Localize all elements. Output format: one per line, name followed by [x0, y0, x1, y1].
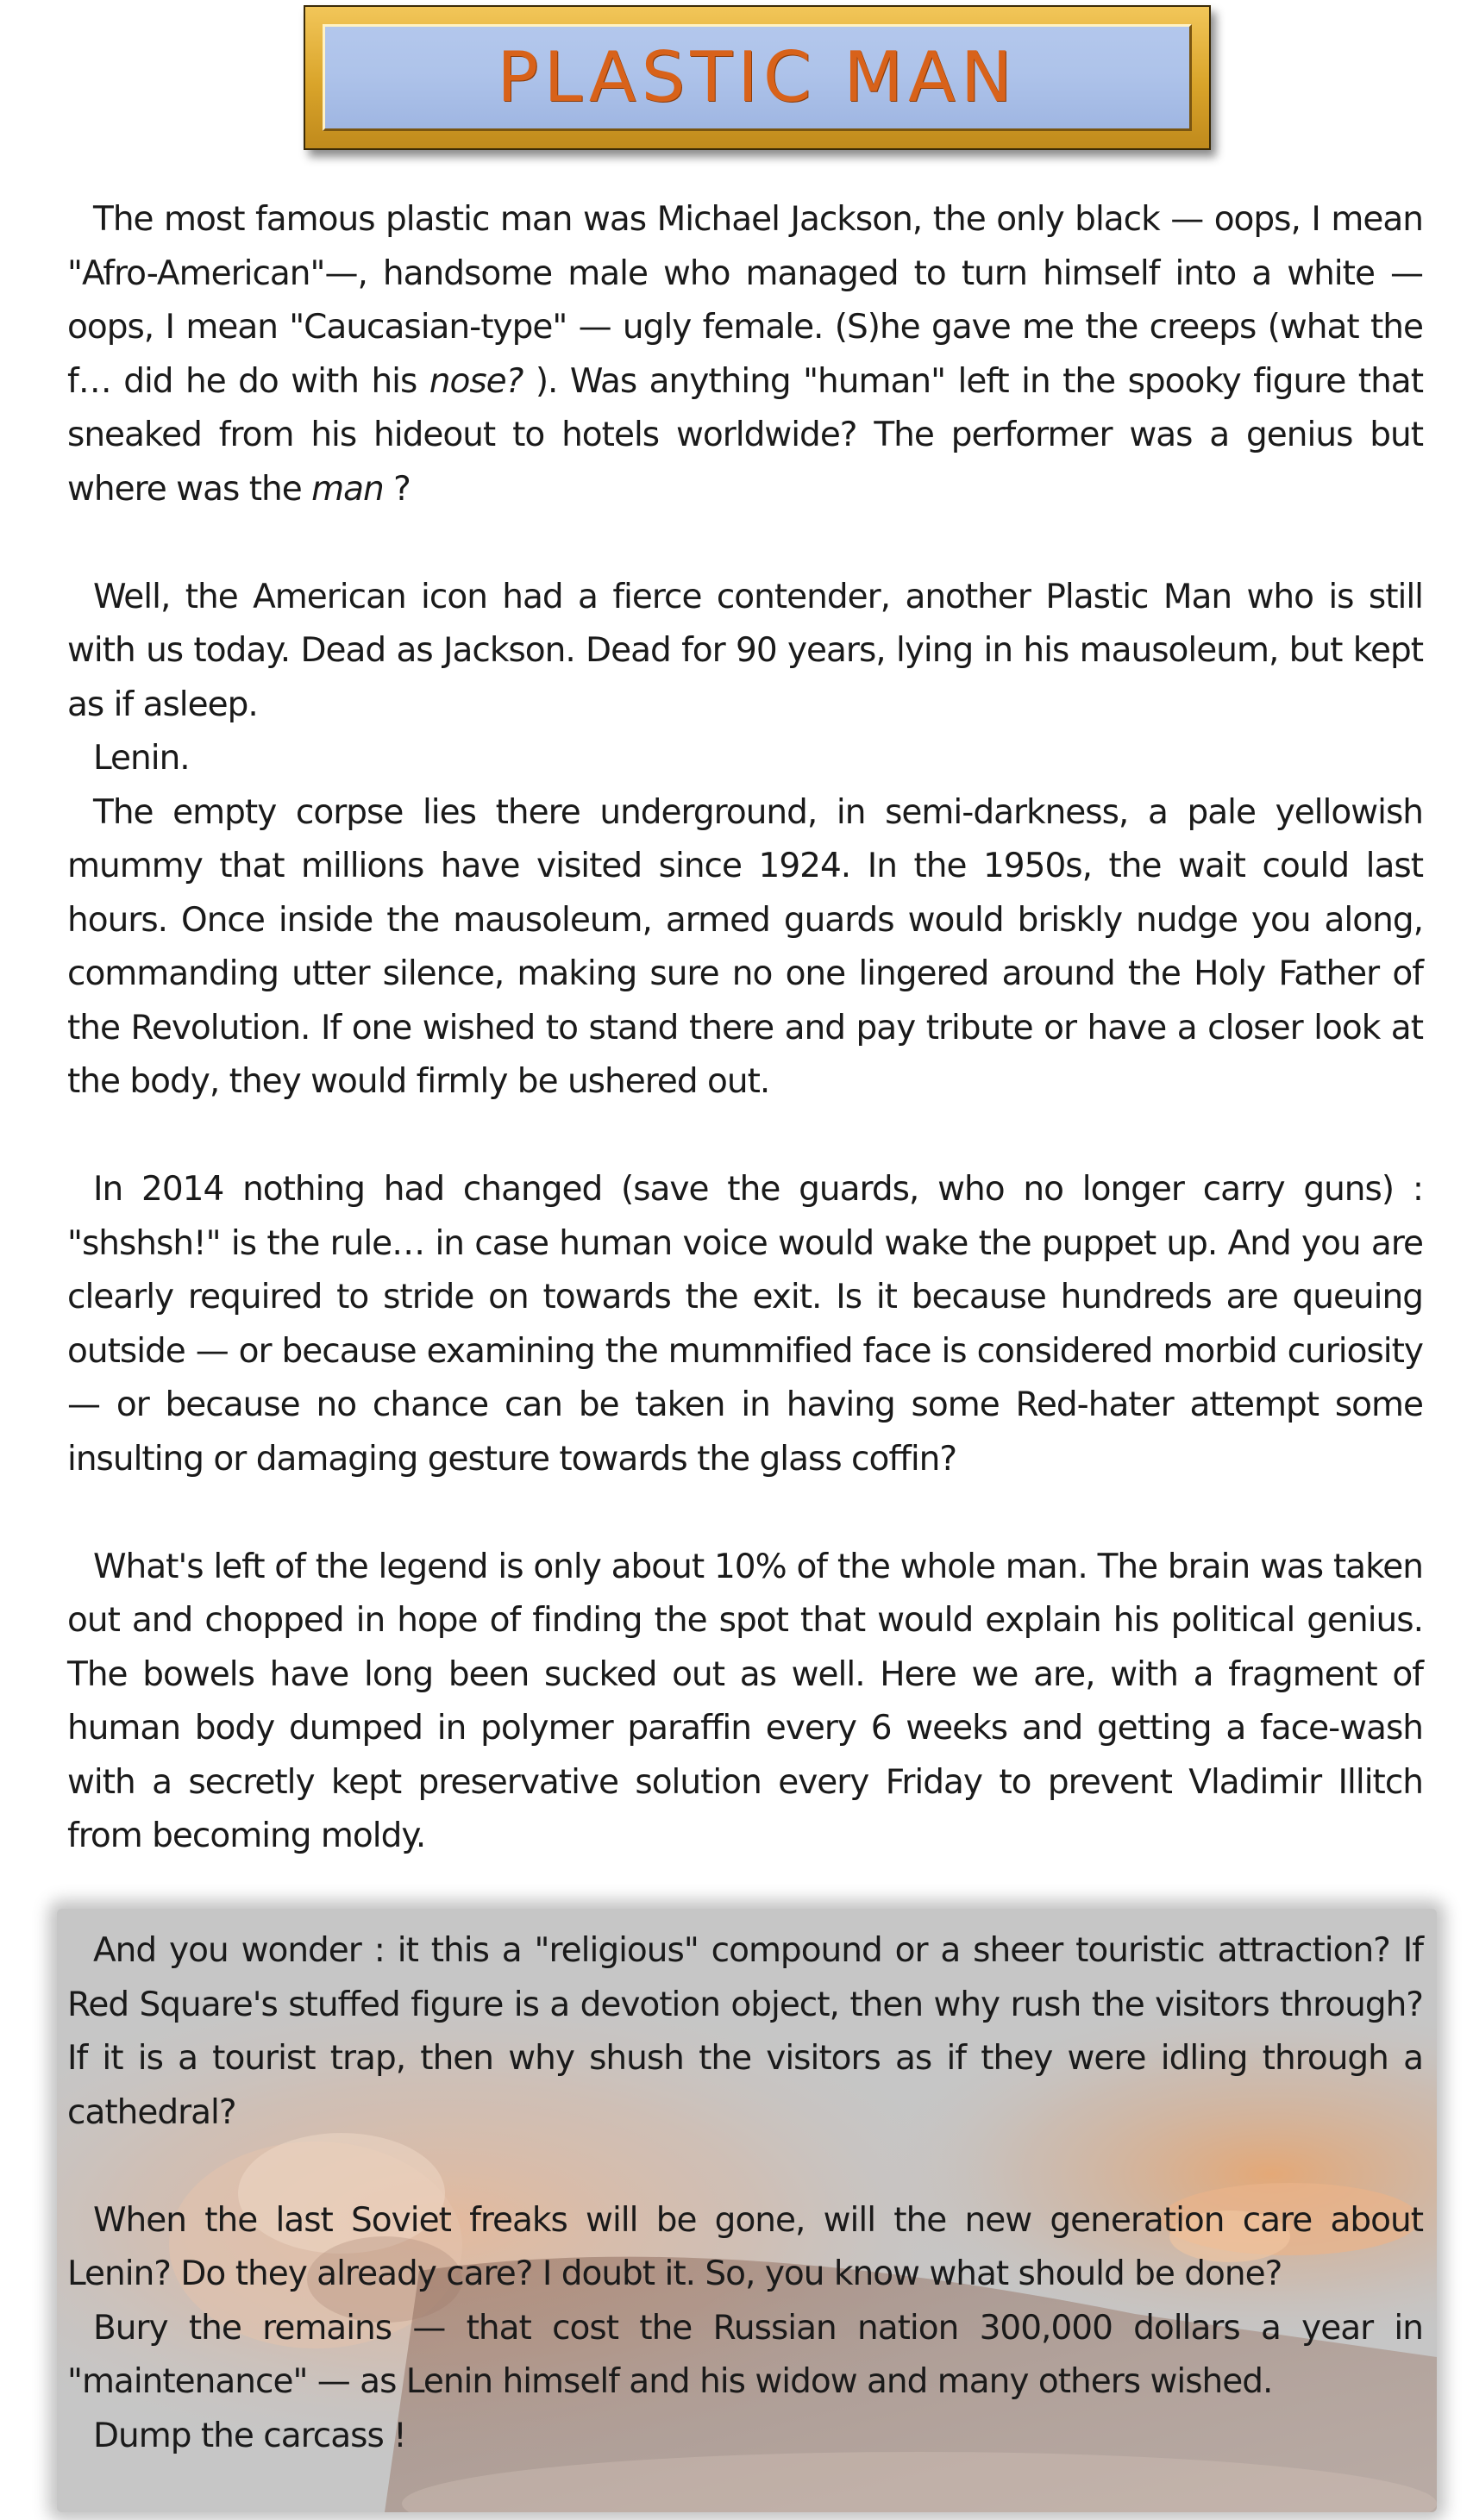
- paragraph-gap: [67, 2140, 1423, 2194]
- paragraph-5: In 2014 nothing had changed (save the guards, who no longer carry guns) : "shshsh!" is the rule… in case human voice would wake the puppet up. And you are clearly required to stride on towards the exit. Is it because hundreds are queuing outside — or because examining the mummified face is considered morbid curiosity — or because no chance can be taken in having some Red-hater attempt some insulting or damaging gesture towards the glass coffin?: [67, 1170, 1423, 1479]
- paragraph-1-emphasis-nose: nose?: [429, 361, 523, 401]
- paragraph-1-text-e: ?: [383, 469, 411, 509]
- photo-panel-text: [67, 1924, 1423, 2463]
- paragraph-7: And you wonder : it this a "religious" compound or a sheer touristic attraction? If Red Square's stuffed figure is a devotion object, then why rush the visitors through? If it is a tourist trap, then why shush the visitors as if they were idling through a cathedral?: [67, 1931, 1423, 2132]
- paragraph-4: The empty corpse lies there underground, in semi-darkness, a pale yellowish mummy that millions have visited since 1924. In the 1950s, the wait could last hours. Once inside the mausoleum, armed guards would briskly nudge you along, commanding utter silence, making sure no one lingered around the Holy Father of the Revolution. If one wished to stand there and pay tribute or have a closer look at the body, they would firmly be ushered out.: [67, 792, 1423, 1101]
- title-plate-inner: [323, 24, 1192, 131]
- paragraph-1-emphasis-man: man: [311, 469, 384, 509]
- paragraph-6: What's left of the legend is only about 10% of the whole man. The brain was taken out and chopped in hope of finding the spot that would explain his political genius. The bowels have long been sucked out as well. Here we are, with a fragment of human body dumped in polymer paraffin every 6 weeks and getting a face-wash with a secretly kept preservative solution every Friday to prevent Vladimir Illitch from becoming moldy.: [67, 1547, 1423, 1855]
- paragraph-gap: [67, 1486, 1423, 1541]
- paragraph-9: Bury the remains — that cost the Russian nation 300,000 dollars a year in "maintenance" — as Lenin himself and his widow and many others wished.: [67, 2308, 1423, 2401]
- paragraph-8: When the last Soviet freaks will be gone, will the new generation care about Lenin? Do they already care? I doubt it. So, you know what should be done?: [67, 2200, 1423, 2293]
- article-body: [67, 193, 1423, 1864]
- paragraph-3: Lenin.: [93, 739, 190, 778]
- paragraph-gap: [67, 1110, 1423, 1164]
- paragraph-gap: [67, 516, 1423, 571]
- paragraph-1: [67, 193, 1423, 516]
- paragraph-2: Well, the American icon had a fierce contender, another Plastic Man who is still with us today. Dead as Jackson. Dead for 90 years, lying in his mausoleum, but kept as if asleep.: [67, 577, 1423, 724]
- title-plate: [304, 5, 1211, 150]
- paragraph-1-text-c: ). Was anything "human" left in the spooky figure that sneaked from his hideout to hotels worldwide? The performer was a genius but where was the: [67, 361, 1423, 509]
- page-title: PLASTIC MAN: [497, 37, 1018, 117]
- paragraph-1-text-a: The most famous plastic man was Michael Jackson, the only black — oops, I mean "Afro-American"—, handsome male who managed to turn himself into a white — oops, I mean "Caucasian-type" — ugly female. (S)he gave me the creeps (what the f… did he do with his: [67, 200, 1423, 401]
- paragraph-10: Dump the carcass !: [93, 2416, 406, 2455]
